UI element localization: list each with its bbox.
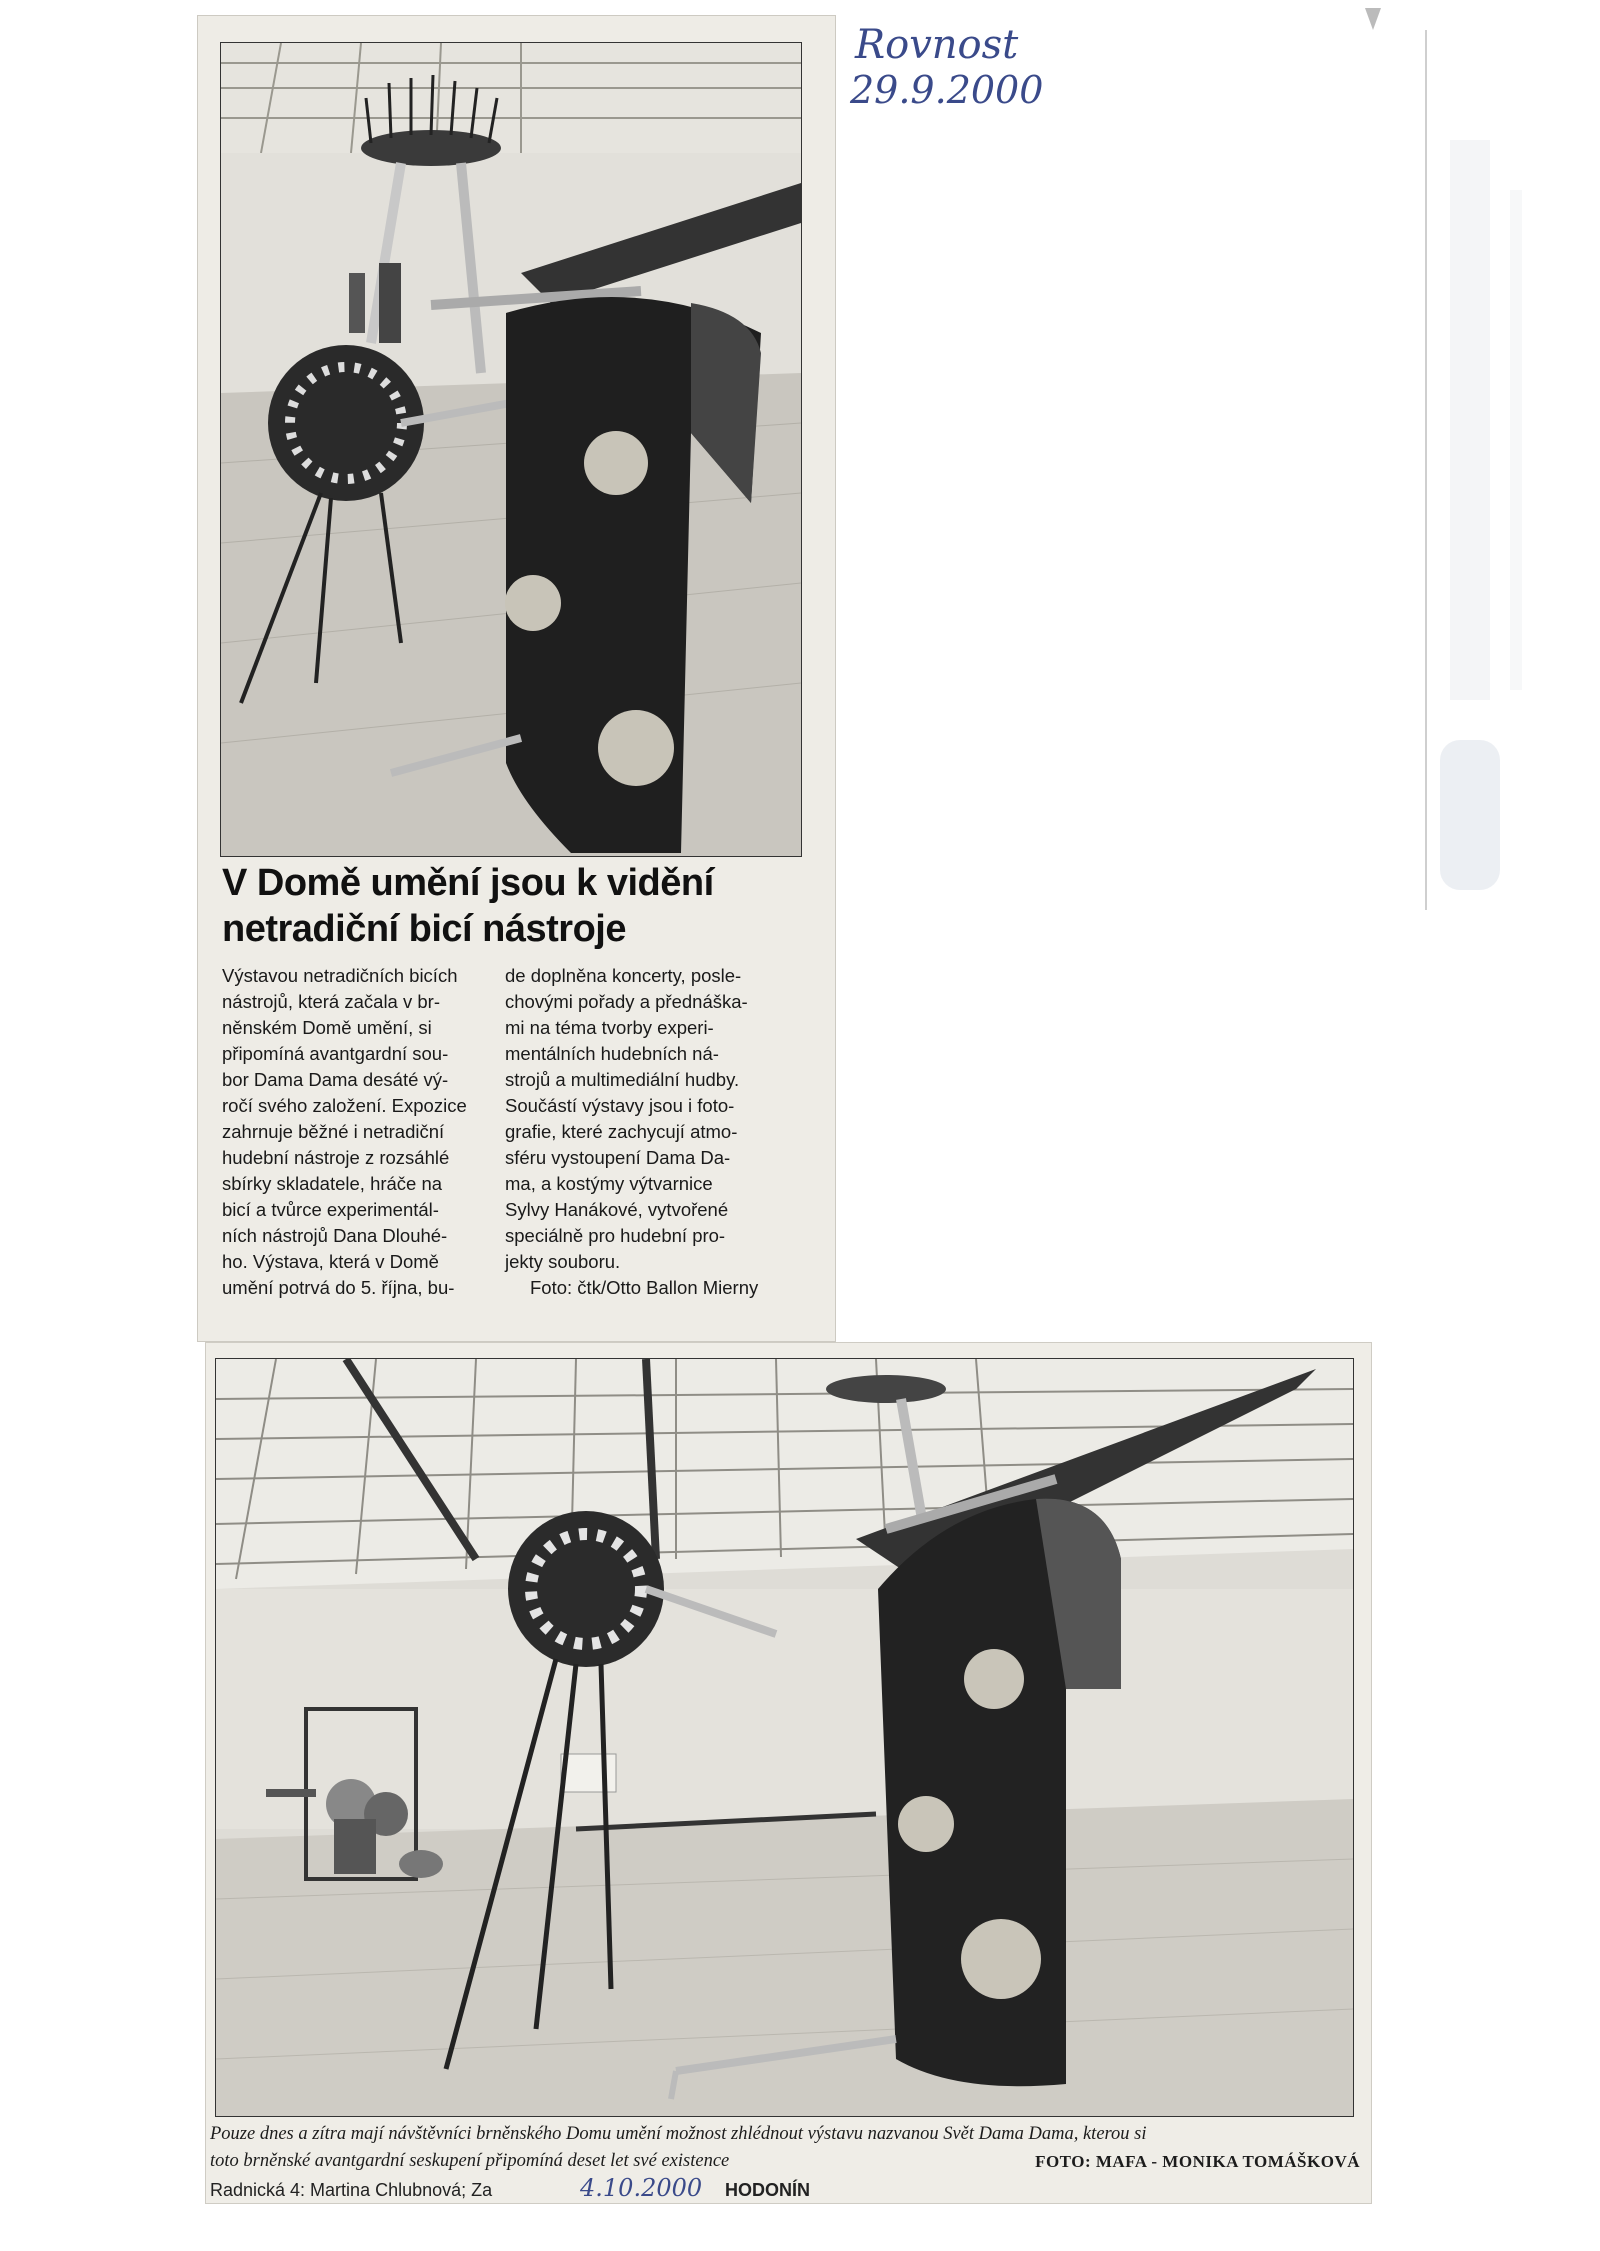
caption-line-2: toto brněnské avantgardní seskupení připomíná deset let své existence	[210, 2151, 730, 2171]
text-line: de doplněna koncerty, posle-	[505, 965, 742, 986]
photo-caption	[210, 2121, 1360, 2175]
bleed-through-logo	[1420, 40, 1560, 940]
text-line: chovými pořady a přednáška-	[505, 991, 748, 1012]
bottom-right-text: HODONÍN	[725, 2180, 810, 2200]
text-line: hudební nástroje z rozsáhlé	[222, 1147, 450, 1168]
text-line: umění potrvá do 5. října, bu-	[222, 1277, 455, 1298]
photo-credit: Foto: čtk/Otto Ballon Mierny	[530, 1277, 759, 1298]
bottom-left-text: Radnická 4: Martina Chlubnová; Za	[210, 2180, 493, 2200]
text-line: Součástí výstavy jsou i foto-	[505, 1095, 735, 1116]
text-line: jekty souboru.	[505, 1251, 621, 1272]
corner-mark	[1365, 8, 1381, 30]
handwritten-date: 29.9.2000	[850, 68, 1044, 112]
handwritten-date-bottom: 4.10.2000	[580, 2174, 703, 2202]
caption-line-2-row	[210, 2148, 1360, 2175]
exhibition-photo-2	[215, 1358, 1354, 2117]
text-line: připomíná avantgardní sou-	[222, 1043, 449, 1064]
text-line: ma, a kostýmy výtvarnice	[505, 1173, 713, 1194]
text-line: mi na téma tvorby experi-	[505, 1017, 714, 1038]
headline-line-2: netradiční bicí nástroje	[222, 908, 626, 950]
text-line: zahrnuje běžné i netradiční	[222, 1121, 445, 1142]
text-line: ročí svého založení. Expozice	[222, 1095, 467, 1116]
article-column-2	[505, 963, 790, 1301]
text-line: ních nástrojů Dana Dlouhé-	[222, 1225, 448, 1246]
text-line: bor Dama Dama desáté vý-	[222, 1069, 449, 1090]
article-column-1	[222, 963, 507, 1301]
text-line: bicí a tvůrce experimentál-	[222, 1199, 439, 1220]
caption-line-1: Pouze dnes a zítra mají návštěvníci brněnského Domu umění možnost zhlédnout výstavu nazvanou Svět Dama Dama, kterou si	[210, 2124, 1147, 2144]
text-line: Sylvy Hanákové, vytvořené	[505, 1199, 729, 1220]
text-line: mentálních hudebních ná-	[505, 1043, 719, 1064]
text-line: Výstavou netradičních bicích	[222, 965, 458, 986]
text-line: nástrojů, která začala v br-	[222, 991, 440, 1012]
text-line: ho. Výstava, která v Domě	[222, 1251, 439, 1272]
photo-credit-2: FOTO: MAFA - MONIKA TOMÁŠKOVÁ	[1035, 2152, 1360, 2171]
exhibition-photo-1	[220, 42, 802, 857]
text-line: něnském Domě umění, si	[222, 1017, 432, 1038]
text-line: grafie, které zachycují atmo-	[505, 1121, 738, 1142]
text-line: sféru vystoupení Dama Da-	[505, 1147, 731, 1168]
text-line: sbírky skladatele, hráče na	[222, 1173, 443, 1194]
clipping-bottom-strip	[210, 2174, 1360, 2202]
handwritten-source: Rovnost	[855, 22, 1019, 68]
text-line: strojů a multimediální hudby.	[505, 1069, 740, 1090]
headline-line-1: V Domě umění jsou k vidění	[222, 862, 714, 904]
article-headline	[222, 860, 822, 952]
text-line: speciálně pro hudební pro-	[505, 1225, 726, 1246]
